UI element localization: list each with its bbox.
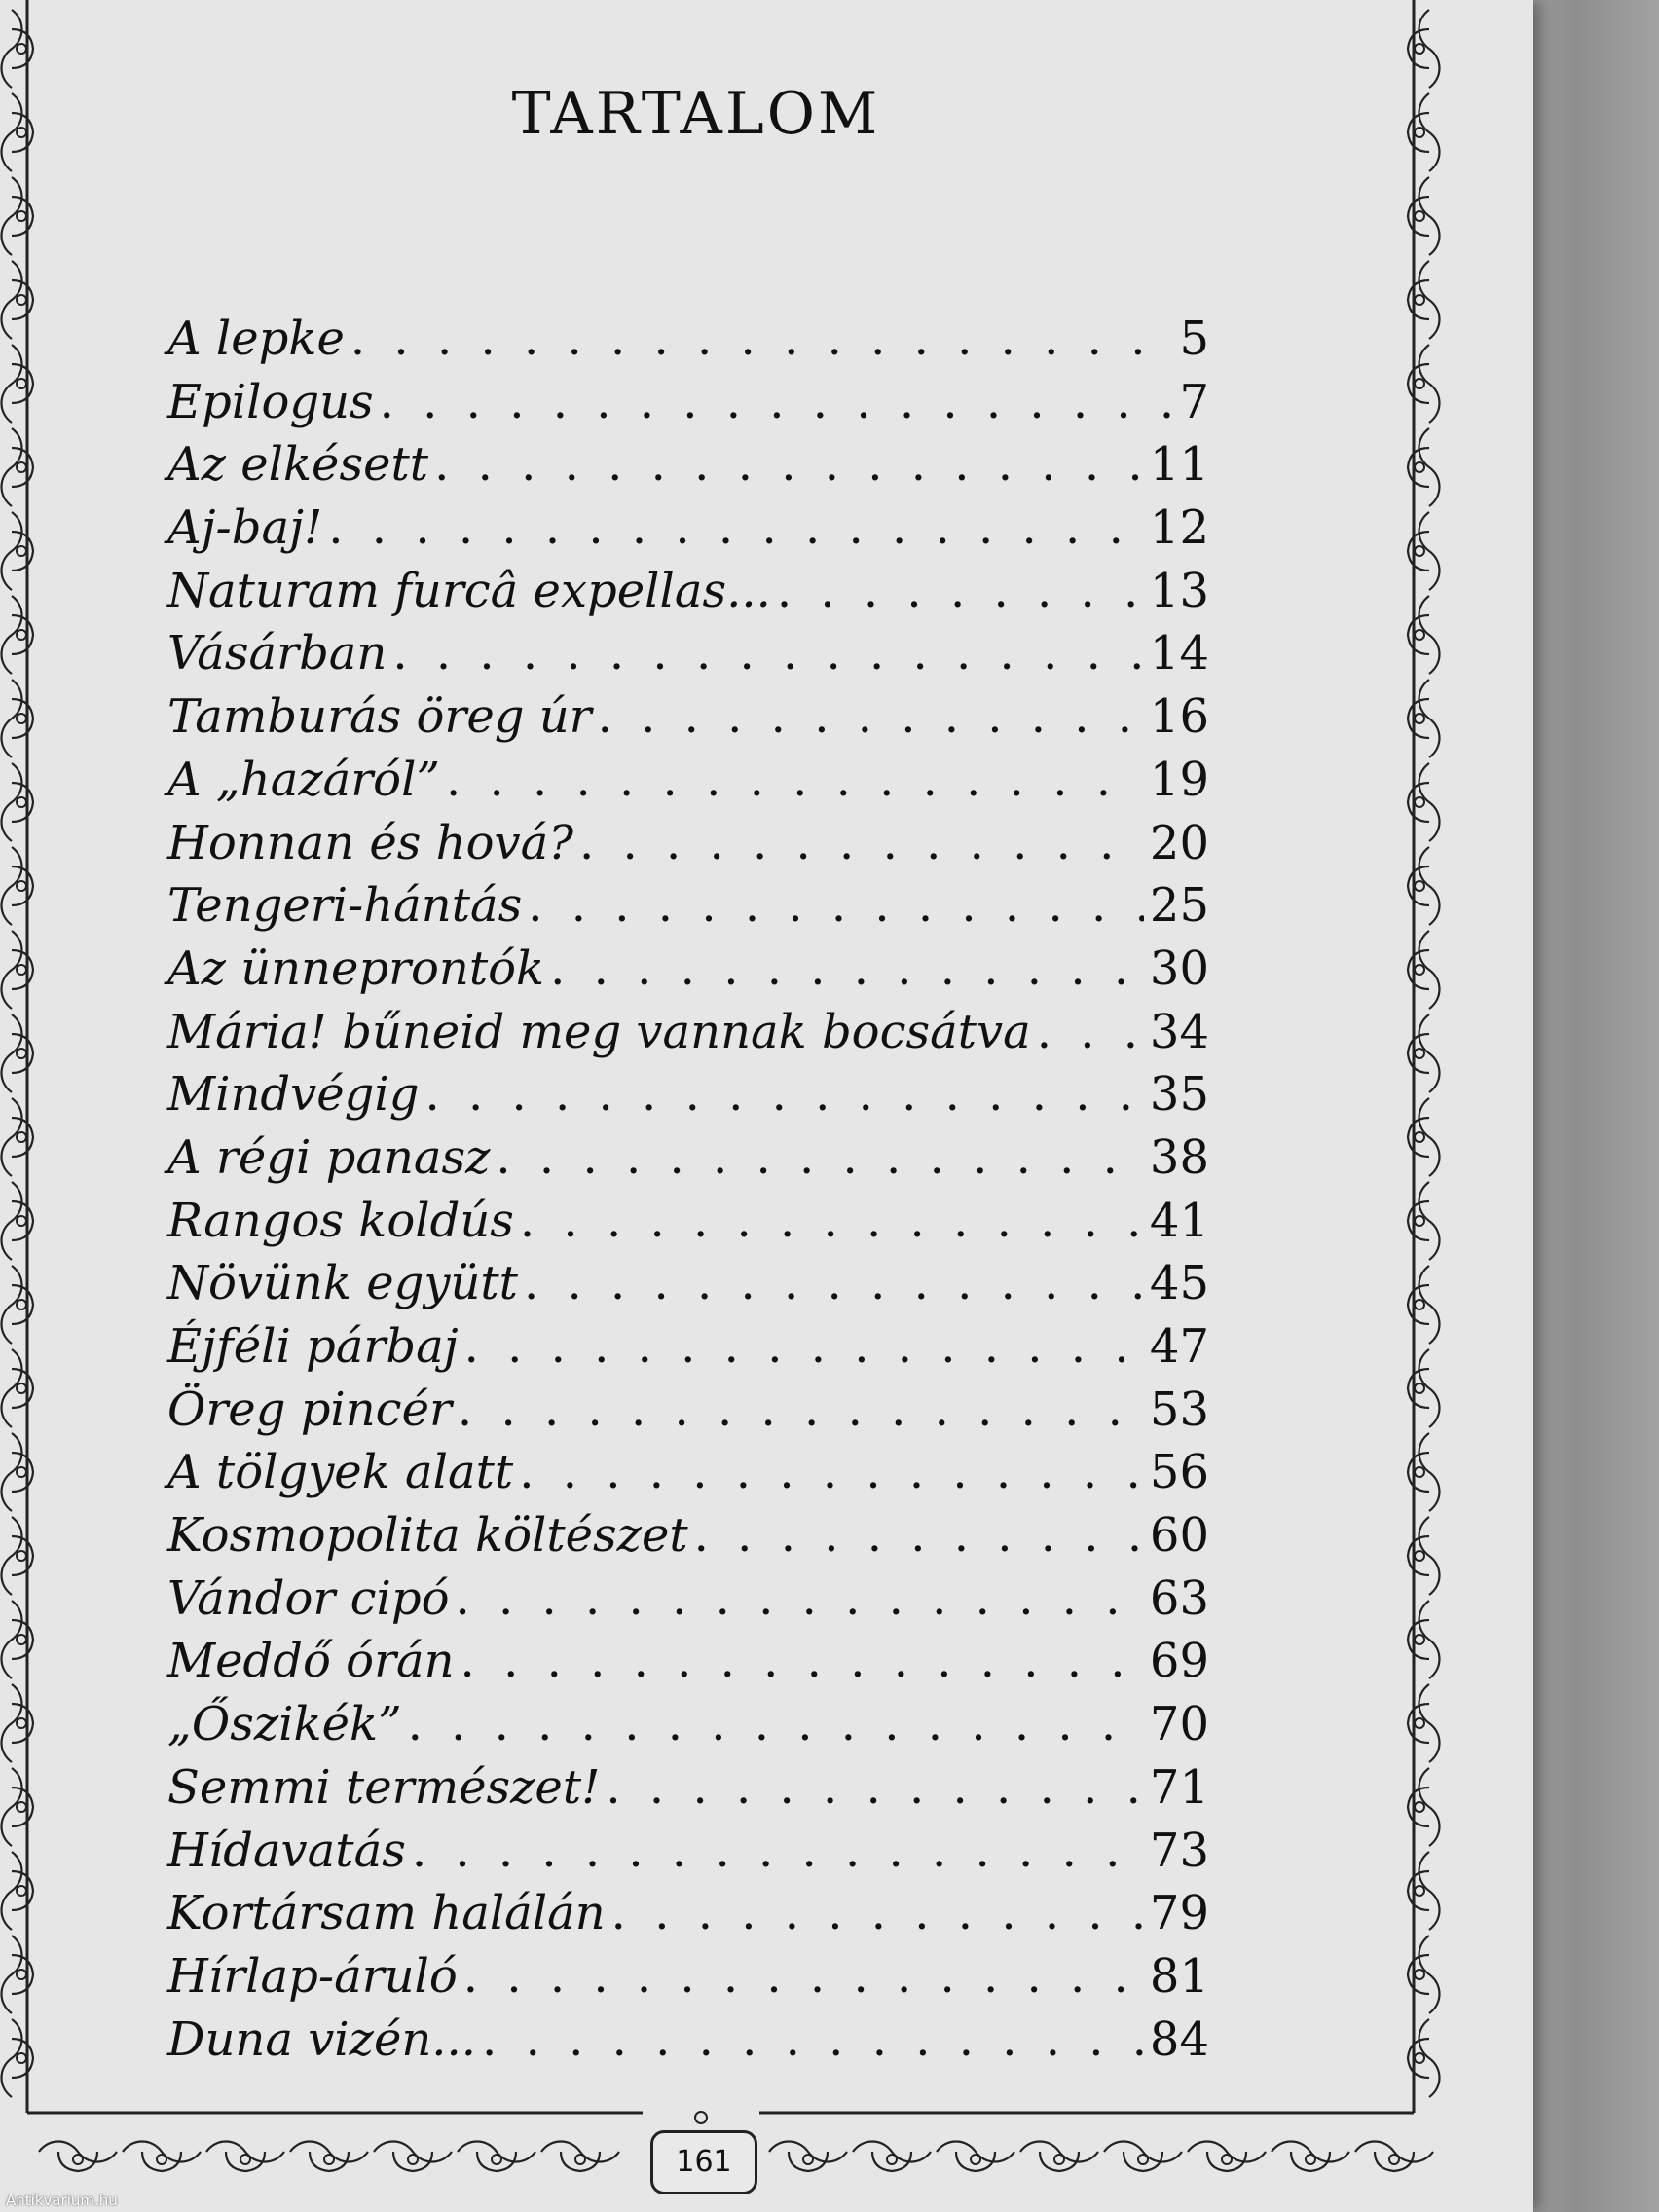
- ornament-right-knot: [1415, 1300, 1424, 1309]
- ornament-right-knot: [1415, 295, 1424, 305]
- toc-entry-page: 73: [1149, 1823, 1209, 1878]
- ornament-bottom-knot: [73, 2155, 83, 2164]
- ornament-left-knot: [17, 797, 26, 807]
- toc-entry-page: 60: [1149, 1508, 1209, 1564]
- ornament-bottom: [541, 2142, 619, 2172]
- ornament-left-knot: [17, 1049, 26, 1058]
- toc-entry-title: Az elkésett: [167, 437, 429, 493]
- ornament-right-knot: [1415, 462, 1424, 472]
- toc-entry: [167, 816, 1209, 879]
- ornament-bottom-knot: [803, 2155, 813, 2164]
- toc-entry: [167, 1005, 1209, 1068]
- toc-entry: [167, 1256, 1209, 1319]
- dot-leader: [1037, 1005, 1144, 1059]
- dot-leader: [350, 312, 1174, 366]
- toc-entry-page: 53: [1149, 1382, 1209, 1437]
- toc-entry: [167, 1760, 1209, 1824]
- toc-entry: [167, 1634, 1209, 1697]
- dot-leader: [446, 753, 1144, 807]
- toc-entry: [167, 1130, 1209, 1194]
- toc-entry-title: Meddő órán: [167, 1634, 455, 1689]
- ornament-left-knot: [17, 965, 26, 975]
- toc-entry: [167, 1508, 1209, 1571]
- toc-entry-page: 71: [1149, 1759, 1209, 1815]
- toc-entry-page: 7: [1179, 374, 1209, 429]
- toc-entry: [167, 689, 1209, 753]
- ornament-right-knot: [1415, 379, 1424, 388]
- toc-entry-title: Növünk együtt: [167, 1256, 518, 1311]
- toc-entry-page: 19: [1149, 752, 1209, 807]
- ornament-right-knot: [1415, 1970, 1424, 1979]
- dot-leader: [694, 1508, 1144, 1563]
- toc-entry-title: Mária! bűneid meg vannak bocsátva: [167, 1004, 1031, 1059]
- ornament-bottom-knot: [492, 2155, 501, 2164]
- toc-entry-title: Az ünneprontók: [167, 940, 545, 996]
- ornament-bottom: [769, 2142, 847, 2172]
- ornament-right-knot: [1415, 546, 1424, 556]
- page-number: 161: [650, 2130, 757, 2194]
- ornament-right-knot: [1415, 1635, 1424, 1644]
- toc-entry-title: Kosmopolita költészet: [167, 1508, 688, 1564]
- toc-entry-title: Hírlap-áruló: [167, 1948, 458, 2004]
- toc-entry-page: 34: [1149, 1004, 1209, 1059]
- dot-leader: [463, 1949, 1144, 2004]
- toc-entry-title: Hídavatás: [167, 1823, 406, 1878]
- toc-entry-title: Vásárban: [167, 626, 387, 682]
- toc-entry-page: 69: [1149, 1634, 1209, 1689]
- dot-leader: [496, 1130, 1144, 1185]
- ornament-right-knot: [1415, 881, 1424, 891]
- toc-entry-page: 14: [1149, 626, 1209, 682]
- toc-entry-title: A lepke: [167, 312, 345, 366]
- toc-entry-page: 25: [1149, 878, 1209, 934]
- ornament-right-knot: [1415, 1802, 1424, 1812]
- dot-leader: [482, 2012, 1144, 2067]
- toc-entry-title: Epilogus: [167, 374, 374, 429]
- toc-entry-page: 63: [1149, 1570, 1209, 1626]
- ornament-bottom-knot: [1138, 2155, 1148, 2164]
- toc-entry-page: 70: [1149, 1697, 1209, 1752]
- ornament-bottom: [1272, 2142, 1349, 2172]
- dot-leader: [424, 1067, 1143, 1122]
- dot-leader: [519, 1445, 1144, 1499]
- dot-leader: [550, 941, 1144, 996]
- dot-leader: [520, 1194, 1144, 1248]
- toc-entry-page: 30: [1149, 940, 1209, 996]
- toc-entry-title: Tengeri-hántás: [167, 878, 523, 934]
- toc-entry-page: 35: [1149, 1067, 1209, 1123]
- toc-entry-title: A tölgyek alatt: [167, 1445, 514, 1500]
- toc-entry-page: 5: [1179, 312, 1209, 366]
- ornament-left-knot: [17, 44, 26, 54]
- dot-leader: [464, 1319, 1144, 1374]
- ornament-left-knot: [17, 1216, 26, 1226]
- ornament-left-knot: [17, 1635, 26, 1644]
- toc-entry: [167, 375, 1209, 438]
- dot-leader: [461, 1634, 1144, 1688]
- toc-entry-page: 41: [1149, 1193, 1209, 1248]
- ornament-bottom: [374, 2142, 452, 2172]
- ornament-right-knot: [1415, 1049, 1424, 1058]
- toc-entry-title: Honnan és hová?: [167, 815, 573, 870]
- ornament-left-knot: [17, 2053, 26, 2063]
- ornament-bottom-knot: [1306, 2155, 1315, 2164]
- dot-leader: [579, 816, 1144, 870]
- ornament-bottom-knot: [408, 2155, 418, 2164]
- toc-entry-page: 38: [1149, 1129, 1209, 1185]
- toc-entry-page: 79: [1149, 1886, 1209, 1941]
- toc-entry: [167, 564, 1209, 627]
- toc-entry: [167, 878, 1209, 941]
- ornament-bottom-knot: [971, 2155, 980, 2164]
- ornament-left-knot: [17, 295, 26, 305]
- ornament-left-knot: [17, 1300, 26, 1309]
- ornament-left-knot: [17, 1132, 26, 1142]
- toc-entry-page: 56: [1149, 1445, 1209, 1500]
- toc-entry: [167, 1382, 1209, 1446]
- ornament-left-knot: [17, 714, 26, 723]
- dot-leader: [380, 375, 1174, 429]
- ornament-left-knot: [17, 1802, 26, 1812]
- ornament-left-knot: [17, 379, 26, 388]
- ornament-left-knot: [17, 1551, 26, 1561]
- toc-entry-page: 81: [1149, 1948, 1209, 2004]
- ornament-left-knot: [17, 211, 26, 221]
- ornament-bottom-knot: [1054, 2155, 1064, 2164]
- toc-entry-page: 20: [1149, 815, 1209, 870]
- dot-leader: [606, 1760, 1144, 1815]
- toc-entry-page: 13: [1149, 563, 1209, 618]
- dot-leader: [455, 1571, 1143, 1626]
- toc-entry: [167, 1445, 1209, 1508]
- toc-entry-page: 47: [1149, 1319, 1209, 1374]
- toc-entry: [167, 437, 1209, 500]
- dot-leader: [598, 689, 1144, 744]
- toc-entry: [167, 1194, 1209, 1257]
- ornament-dot: [695, 2112, 707, 2123]
- toc-entry-title: Éjféli párbaj: [167, 1319, 459, 1374]
- dot-leader: [524, 1256, 1144, 1310]
- ornament-left-knot: [17, 1467, 26, 1477]
- toc-entry-title: „Őszikék”: [167, 1697, 402, 1752]
- ornament-bottom-knot: [575, 2155, 585, 2164]
- ornament-bottom: [1020, 2142, 1098, 2172]
- dot-leader: [777, 564, 1144, 618]
- toc-entry: [167, 1067, 1209, 1130]
- background-surface: [1519, 0, 1659, 2212]
- ornament-right-knot: [1415, 1886, 1424, 1896]
- ornament-bottom-knot: [1389, 2155, 1399, 2164]
- dot-leader: [458, 1382, 1144, 1437]
- toc-entry-title: Duna vizén...: [167, 2011, 477, 2067]
- ornament-right-knot: [1415, 965, 1424, 975]
- toc-entry-title: Kortársam halálán: [167, 1886, 606, 1941]
- ornament-right-knot: [1415, 211, 1424, 221]
- ornament-bottom: [1355, 2142, 1433, 2172]
- dot-leader: [528, 878, 1144, 933]
- toc-entry: [167, 1697, 1209, 1760]
- ornament-bottom-knot: [887, 2155, 897, 2164]
- ornament-right-knot: [1415, 44, 1424, 54]
- ornament-bottom-knot: [240, 2155, 250, 2164]
- watermark-text: Antikvarium.hu: [6, 2192, 118, 2209]
- ornament-right-knot: [1415, 128, 1424, 137]
- table-of-contents: [167, 312, 1209, 2075]
- ornament-bottom: [937, 2142, 1014, 2172]
- toc-entry: [167, 1886, 1209, 1949]
- toc-entry-title: Öreg pincér: [167, 1382, 452, 1437]
- toc-entry-title: Vándor cipó: [167, 1570, 450, 1626]
- ornament-bottom: [123, 2142, 201, 2172]
- toc-entry-title: Semmi természet!: [167, 1759, 601, 1815]
- page-title: TARTALOM: [511, 80, 881, 148]
- toc-entry: [167, 753, 1209, 816]
- dot-leader: [412, 1824, 1144, 1878]
- toc-entry: [167, 626, 1209, 689]
- ornament-bottom-knot: [157, 2155, 166, 2164]
- dot-leader: [434, 437, 1144, 492]
- toc-entry-page: 16: [1149, 689, 1209, 745]
- ornament-right-knot: [1415, 1132, 1424, 1142]
- toc-entry-page: 11: [1149, 437, 1209, 493]
- toc-entry: [167, 312, 1209, 375]
- ornament-right-knot: [1415, 630, 1424, 640]
- ornament-left-knot: [17, 462, 26, 472]
- ornament-left-knot: [17, 546, 26, 556]
- toc-entry-title: Aj-baj!: [167, 500, 323, 556]
- ornament-bottom: [290, 2142, 368, 2172]
- ornament-bottom: [39, 2142, 117, 2172]
- ornament-right-knot: [1415, 1718, 1424, 1728]
- ornament-bottom-knot: [324, 2155, 334, 2164]
- ornament-right-knot: [1415, 2053, 1424, 2063]
- ornament-right-knot: [1415, 714, 1424, 723]
- toc-entry: [167, 941, 1209, 1005]
- ornament-bottom: [206, 2142, 284, 2172]
- ornament-right-knot: [1415, 1551, 1424, 1561]
- ornament-bottom: [1104, 2142, 1182, 2172]
- toc-entry: [167, 2012, 1209, 2076]
- ornament-right-knot: [1415, 1216, 1424, 1226]
- toc-entry-page: 84: [1149, 2011, 1209, 2067]
- ornament-left-knot: [17, 881, 26, 891]
- ornament-right-knot: [1415, 1383, 1424, 1393]
- toc-entry-title: Tamburás öreg úr: [167, 689, 592, 745]
- dot-leader: [392, 626, 1144, 681]
- toc-entry: [167, 1949, 1209, 2012]
- ornament-right-knot: [1415, 797, 1424, 807]
- ornament-left-knot: [17, 630, 26, 640]
- ornament-right-knot: [1415, 1467, 1424, 1477]
- ornament-left-knot: [17, 1383, 26, 1393]
- ornament-bottom: [458, 2142, 535, 2172]
- dot-leader: [328, 500, 1144, 555]
- toc-entry: [167, 500, 1209, 564]
- dot-leader: [611, 1886, 1144, 1940]
- toc-entry-title: A régi panasz: [167, 1129, 491, 1185]
- toc-entry: [167, 1571, 1209, 1635]
- toc-entry-title: Mindvégig: [167, 1067, 420, 1123]
- dot-leader: [408, 1697, 1144, 1751]
- toc-entry-page: 12: [1149, 500, 1209, 556]
- ornament-bottom-knot: [1222, 2155, 1232, 2164]
- toc-entry-title: Naturam furcâ expellas...: [167, 563, 771, 618]
- ornament-left-knot: [17, 1970, 26, 1979]
- toc-entry-title: Rangos koldús: [167, 1193, 514, 1248]
- toc-entry-page: 45: [1149, 1256, 1209, 1311]
- ornament-left-knot: [17, 1718, 26, 1728]
- toc-entry: [167, 1824, 1209, 1887]
- ornament-left-knot: [17, 1886, 26, 1896]
- ornament-bottom: [1188, 2142, 1266, 2172]
- toc-entry: [167, 1319, 1209, 1382]
- ornament-bottom: [853, 2142, 931, 2172]
- toc-entry-title: A „hazáról”: [167, 752, 440, 807]
